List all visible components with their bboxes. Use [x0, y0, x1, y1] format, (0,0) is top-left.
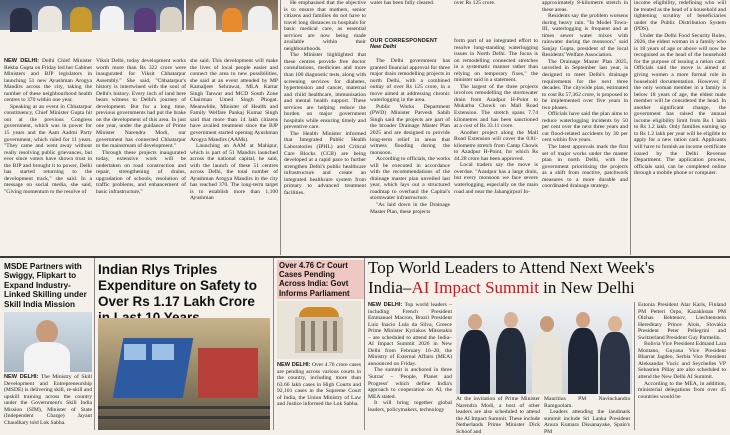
drain-col-2b — [454, 38, 538, 255]
ai-col-2 — [456, 396, 540, 435]
story-text: "As laid down in the Drainage Master Plan, these projects — [370, 202, 450, 215]
delhi-col-4 — [284, 0, 366, 255]
column-rule — [634, 302, 635, 430]
story-text: water has been fully cleared. — [370, 0, 435, 6]
ai-headline-2c: in New Delhi — [538, 278, 635, 297]
dateline: NEW DELHI: — [4, 374, 39, 380]
dateline: NEW DELHI: — [277, 362, 311, 368]
story-text: He emphasised that the objective is to ensure that mothers, senior citizens and families do not have to travel long distances to hospitals for basic medical care, as essential services are now being made available within their neighbourhoods. — [284, 0, 366, 52]
courts-headline — [277, 260, 365, 299]
column-rule — [364, 258, 365, 430]
story-text: Through these projects inaugurated today, extensive work will be undertaken on road construction and repair, strengthening of drains, upgradation of schools, resolution of traffic problems, and enhancement of basic infrastructure," — [96, 149, 186, 195]
delhi-col-3 — [190, 58, 278, 273]
ai-col-4 — [638, 302, 726, 430]
column-rule — [280, 0, 281, 255]
story-text: form part of an integrated effort to resolve long-standing waterlogging issues in North Delhi. The focus is on remodelling connected stretches in a systematic manner rather than relying on temporary fixes," the minister said in a statement. — [454, 38, 538, 84]
ai-col-1 — [368, 302, 452, 430]
column-rule — [94, 258, 95, 430]
story-text: Delhi Chief Minister Rekha Gupta on Friday led her Cabinet Ministers and BJP legislators in launching 51 new Ayushman Arogya Mandirs across the city, taking the number of these neighbourhood health centres to 370 within one year. — [4, 58, 93, 104]
drain-col-2 — [454, 0, 538, 30]
ration-col — [634, 0, 726, 255]
story-text: Bolivia Vice President Edmand Lara Montano, Guyana Vice President Bharrat Jagdeo, Serbia Vice President Aleksandar Vucic and Seychelles VP Sebastien Pillay are also scheduled to attend the New Delhi AI Summit. — [638, 341, 726, 381]
dateline: NEW DELHI: — [368, 302, 403, 308]
msde-photo — [4, 312, 92, 372]
story-text: she said. This development will make the lives of local people easier and connect the area to new possibilities, she said at an event attended by MP Kamaljeet Sehrawat, MLA Kartar Singh Tanwar and MCD South Zone Chairman Umed Singh Phogat. Meanwhile, Minister of Health and Family Welfare Pankaj Kumar Singh said that more than 14 lakh citizens have availed treatment since the BJP government started opening Ayushman Arogya Mandirs (AAMs). — [190, 58, 278, 143]
top-photo-left — [0, 0, 184, 30]
delhi-col-2 — [96, 58, 186, 273]
story-text: over Rs 125 crore. — [454, 0, 496, 6]
story-text: Local traders say the move is overdue. "Azadpur has a large drain, but every monsoon we face severe waterlogging, especially on the main road and near the Jahangirpuri In- — [454, 162, 538, 195]
ai-headline-line1: Top World Leaders to Attend Next Week's — [368, 258, 655, 277]
column-rule — [630, 0, 631, 255]
story-text: The Minister highlighted that these centres provide free doctor consultations, medicines and more than 100 diagnostic tests, along with screening services for diabetes, hypertension and cancer, maternal and child healthcare, immunisation and mental health support. These services are helping reduce the burden on major government hospitals while ensuring timely and preventive care. — [284, 52, 366, 131]
story-text: According to officials, the works will be executed in accordance with the recommendations of the drainage master plan unveiled last year, which lays out a structured roadmap to overhaul the Capital's stormwater infrastructure. — [370, 156, 450, 202]
drain-col-1b — [370, 58, 450, 255]
story-text: Estonia President Alar Karis, Finland PM Petteri Orpo, Kazakhstan PM Olzhas Bektenov, Liechtenstein Hereditary Prince Alois, Slovakia President Peter Pellegrini and Switzerland President Guy Parmelin. — [638, 302, 726, 341]
story-text: Public Works Department (PWD) Minister Parvesh Sahib Singh said the projects are part of the broader Drainage Master Plan 2025 and are designed to provide long-term relief in areas that witness flooding during the monsoon. — [370, 103, 450, 156]
top-photo-right — [186, 0, 278, 30]
story-text: income eligibility, redefining who will be treated as the head of a household and tightening scrutiny of beneficiaries under the Public Distribution System (PDS). — [634, 0, 726, 33]
ai-headline-2a: India– — [368, 278, 412, 297]
dateline: NEW DELHI: — [4, 58, 39, 64]
story-text: Mauritius PM Navinchandra Ramgoolam. — [544, 396, 630, 409]
ai-headline-highlight: AI Impact Summit — [411, 278, 539, 297]
story-text: Under the Delhi Food Security Rules, 2026, the eldest woman in a family who is 18 years of age or above will now be recognised as the head of the household for the purpose of issuing a ration card. Officials said the move is aimed at giving women a more formal role in household documentation. However, if the only woman member in a family is below 18 years of age, the eldest male member will be considered the head. In another significant change, the government has raised the annual income eligibility limit from Rs 1 lakh to Rs 1.2 lakh. Only families earning up to Rs 1.2 lakh per year will be eligible to apply for a new ration card. Applicants will have to furnish an income certificate issued by the Delhi Revenue Department. The application process, officials said, can be completed online through a mobile phone or computer. — [634, 32, 726, 177]
ai-headline — [368, 258, 728, 298]
ai-leaders-photo — [456, 302, 632, 394]
correspondent-label: OUR CORRESPONDENT — [370, 38, 438, 44]
byline — [370, 38, 450, 50]
column-rule — [273, 258, 274, 430]
story-text: Launching an AAM at Mahipur, which is part of 51 Mandirs launched across the national capital, he said, with the launch of these 51 centres across Delhi, the total number of Ayushman Arogya Mandirs in the city has reached 370. The long-term target is to establish more than 1,100 Ayushman — [190, 143, 278, 202]
drain-col-1 — [370, 0, 450, 30]
story-text: Another project along the Mall Road Extension will cover the 0.81-kilometre stretch from Camp Chowk to Azadpur H-Point, for which Rs 44.28 crore has been approved. — [454, 129, 538, 162]
story-text: According to the MEA, in addition, ministerial delegations from over 45 countries would be — [638, 380, 726, 400]
drain-col-3 — [542, 0, 628, 255]
msde-text — [4, 374, 92, 430]
story-text: At the invitation of Prime Minister Narendra Modi, a host of other leaders are also scheduled to attend the AI Impact Summit. These include Netherlands Prime Minister Dick Schoof and — [456, 396, 540, 435]
story-text: Over 4.76 crore cases are pending across various courts in the country, including more than 63.66 lakh cases in High Courts and 92,101 cases in the Supreme Court of India, the Union Ministry of Law and Justice informed the Lok Sabha. — [277, 362, 361, 408]
story-text: Viksit Delhi, today development works worth more than Rs 322 crore were inaugurated for Viksit Chhatarpur Assembly." She said, "Chhatarpur's history is intertwined with the soul of Delhi's history. Every inch of land here bears witness to Delhi's journey of development. But for a long time, previous governments had put the brake on the development of this area. In just one year, under the guidance of Prime Minister Narendra Modi, our government has connected Chhatarpur to the mainstream of development." — [96, 58, 186, 150]
story-text: The Ministry of Skill Development and Entrepreneurship (MSDE) is delivering skill, re-skill and upskill training across the country under the Government's Skill India Mission (SIM), Minister of State (Independent Charge) Jayant Chaudhary told Lok Sabha. — [4, 374, 92, 426]
story-text: Leaders attending the landmark summit include Sri Lanka President Anura Kumara Dissanayake, Spain's PM — [544, 409, 630, 435]
story-text: Officials have said the plan aims to reduce waterlogging incidents by 50 per cent over the next three years and cut flood-related accidents by 30 per cent within five years. — [542, 111, 628, 144]
story-text: Top world leaders – including French President Emmanuel Macron, Brazil President Luiz Inacio Lula da Silva, Greece Prime Minister Kyriakos Mitsotakis – are scheduled to attend the India–AI Impact Summit 2026 in New Delhi from February 16–20, the Ministry of External Affairs (MEA) announced on Friday. — [368, 302, 452, 367]
story-text: The Health Minister informed that Integrated Public Health Laboratories (IPHL) and Critical Care Blocks (CCB) are being developed at a rapid pace to further strengthen Delhi's public healthcare infrastructure and create an integrated healthcare system from primary to advanced treatment facilities. — [284, 130, 366, 196]
story-text: It will bring together global leaders, policymakers, technology — [368, 400, 452, 413]
ai-col-3 — [544, 396, 630, 435]
story-text: The Delhi government has granted financial approval for three major drain remodelling projects in north Delhi, with a combined outlay of over Rs 125 crore, in a move aimed at addressing chronic waterlogging in the area. — [370, 58, 450, 104]
story-text: The Drainage Master Plan 2025, unveiled in September last year, is designed to meet Delhi's drainage requirements for the next three decades. The citywide plan, estimated to cost Rs 57,362 crore, is proposed to be implemented over five years in two phases. — [542, 58, 628, 111]
delhi-col-1 — [4, 58, 92, 273]
courts-text — [277, 362, 361, 430]
railways-photo — [98, 318, 270, 430]
story-text: The summit is anchored in three 'Sutras' – 'People, Planet and Progress' which define India's approach to cooperation on AI, the MEA stated. — [368, 367, 452, 400]
story-text: Residents say the problem worsens during heavy rain. "In Model Town-III, waterlogging is frequent and at times sewer water mixes with rainwater during the monsoon," said Sanjay Gupta, president of the local Residents' Welfare Association. — [542, 13, 628, 59]
story-text: approximately 8-kilometre stretch in these areas. — [542, 0, 628, 13]
railways-headline: Indian Rlys Triples Expenditure on Safety to Over Rs 1.17 Lakh Crore — [98, 262, 258, 309]
story-text: The latest approvals mark the first set of major works under the master plan in north Delhi, with the government prioritising the projects as a shift from reactive, patchwork measures to a more durable and coordinated drainage strategy. — [542, 144, 628, 190]
ai-headline-line2 — [368, 278, 728, 298]
dateline: New Delhi — [370, 44, 397, 50]
courts-headline-text: Over 4.76 Cr Court Cases Pending Across India: Govt Informs Parliament — [279, 261, 350, 298]
story-text: Speaking at an event in Chhatarpur constituency, Chief Minister Gupta hit out at the previous Congress government, which was in power for 15 years and the Aam Aadmi Party government, which ruled for 11 years. "They came and went away without really resolving public grievances, but ever since voters have shown trust in the BJP and brought it to power, Delhi has started returning to the development track," she said. In a message on social media, she said, "Giving momentum to the resolve of — [4, 103, 92, 195]
courts-photo — [277, 301, 361, 359]
story-text: The largest of the three projects involves remodelling the stormwater drain from Azadpur H-Point to Mukarba Chowk on Mall Road Extension. The stretch spans 7.74 kilometres and has been sanctioned at a cost of Rs 33.11 crore. — [454, 83, 538, 130]
msde-headline: MSDE Partners with Swiggy, Flipkart to Expand Industry-Linked Skilling under Skill India Mission — [4, 262, 87, 309]
